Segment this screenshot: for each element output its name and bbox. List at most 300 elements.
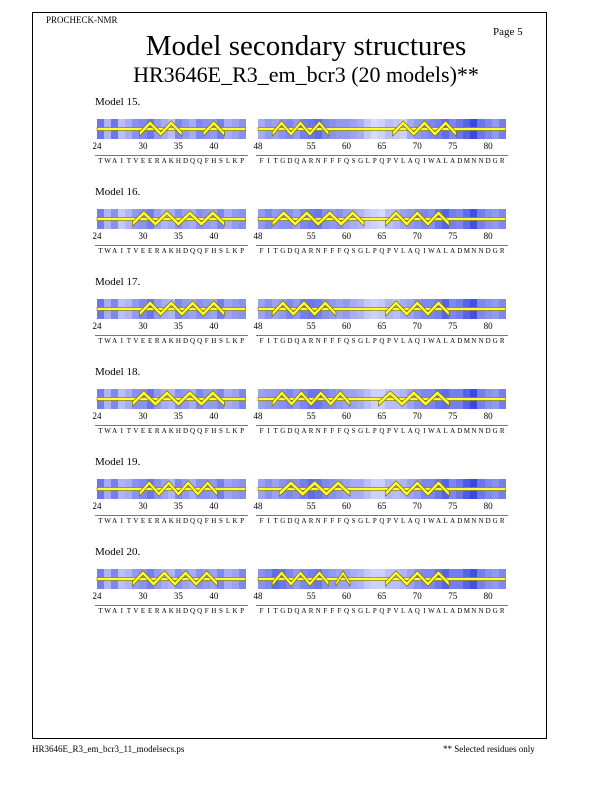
sequence-residue: D: [485, 607, 491, 615]
sequence-residue: A: [450, 607, 456, 615]
sequence-residue: D: [485, 247, 491, 255]
sequence-residue: W: [428, 427, 435, 435]
residue-tick-label: 55: [306, 321, 316, 331]
sequence-residue: L: [400, 427, 406, 435]
sequence-residue: N: [478, 607, 484, 615]
sequence-residue: T: [273, 247, 278, 255]
sequence-residue: T: [98, 337, 103, 345]
sequence-residue: F: [259, 427, 264, 435]
sequence-residue: P: [372, 337, 377, 345]
sequence-residue: G: [358, 427, 364, 435]
sequence-residue: G: [358, 517, 364, 525]
sequence-residue: N: [315, 517, 321, 525]
sequence-residue: A: [407, 427, 413, 435]
sequence-residue: F: [330, 247, 335, 255]
sequence-residue: T: [126, 427, 131, 435]
sequence-residue: D: [485, 337, 491, 345]
sequence-residue: P: [372, 427, 377, 435]
sequence-residue: H: [175, 247, 181, 255]
sequence-residue: F: [337, 517, 342, 525]
sequence-residue: F: [259, 337, 264, 345]
sequence-residue: L: [400, 517, 406, 525]
sequence-residue: T: [126, 337, 131, 345]
residue-tick-label: 24: [92, 501, 102, 511]
sequence-residue: P: [240, 157, 245, 165]
sequence-residue: D: [287, 157, 293, 165]
sequence-residue: G: [492, 247, 498, 255]
sequence-residue: L: [365, 157, 370, 165]
sequence-residue: I: [423, 337, 426, 345]
sequence-residue: I: [120, 337, 123, 345]
secondary-structure-track: [0, 564, 612, 594]
sequence-residue: D: [287, 427, 293, 435]
residue-tick-label: 65: [377, 141, 387, 151]
sequence-rule: [256, 425, 508, 426]
residue-tick-label: 35: [173, 231, 183, 241]
residue-tick-label: 80: [483, 501, 493, 511]
sequence-residue: W: [428, 337, 435, 345]
sequence-residue: Q: [379, 427, 385, 435]
sequence-residue: F: [323, 247, 328, 255]
sequence-residue: F: [204, 517, 209, 525]
sequence-residue: A: [112, 247, 118, 255]
sequence-residue: M: [463, 157, 470, 165]
sequence-residue: D: [457, 157, 463, 165]
sequence-residue: S: [218, 607, 223, 615]
sequence-residue: Q: [379, 337, 385, 345]
sequence-residue: Q: [190, 607, 196, 615]
sequence-residue: R: [499, 427, 505, 435]
sequence-residue: Q: [294, 517, 300, 525]
program-name: PROCHECK-NMR: [46, 15, 118, 25]
sequence-residue: R: [499, 607, 505, 615]
sequence-residue: G: [280, 337, 286, 345]
sequence-residue: A: [450, 157, 456, 165]
sequence-residue: T: [273, 607, 278, 615]
sequence-residue: I: [120, 157, 123, 165]
residue-tick-label: 55: [306, 591, 316, 601]
sequence-residue: N: [471, 247, 477, 255]
sequence-residue: A: [161, 607, 167, 615]
residue-tick-label: 35: [173, 411, 183, 421]
residue-tick-label: 48: [253, 501, 263, 511]
coil-line: [97, 308, 246, 311]
sequence-residue: T: [273, 157, 278, 165]
residue-tick-label: 30: [138, 231, 148, 241]
sequence-residue: L: [365, 427, 370, 435]
sequence-residue: F: [323, 607, 328, 615]
sequence-residue: F: [204, 607, 209, 615]
sequence-residue: N: [471, 607, 477, 615]
sequence-residue: H: [211, 337, 217, 345]
sequence-residue: V: [393, 247, 399, 255]
sequence-residue: D: [182, 247, 189, 255]
residue-tick-label: 35: [173, 501, 183, 511]
sequence-residue: R: [154, 607, 160, 615]
sequence-residue: W: [104, 427, 111, 435]
sequence-residue: S: [218, 337, 223, 345]
sequence-residue: Q: [379, 157, 385, 165]
residue-tick-label: 75: [448, 411, 458, 421]
residue-tick-label: 55: [306, 231, 316, 241]
sequence-residue: L: [365, 517, 370, 525]
sequence-residue: T: [126, 607, 131, 615]
sequence-residue: K: [168, 247, 174, 255]
sequence-residue: P: [387, 337, 391, 345]
sequence-residue: Q: [414, 607, 420, 615]
coil-line: [97, 128, 246, 131]
sequence-residue: A: [112, 607, 118, 615]
sequence-residue: A: [161, 157, 167, 165]
sequence-residue: Q: [190, 247, 196, 255]
sequence-residue: G: [492, 427, 498, 435]
sequence-residue: H: [211, 157, 217, 165]
footer-footnote: ** Selected residues only: [443, 744, 535, 754]
residue-tick-label: 70: [412, 501, 422, 511]
residue-tick-label: 35: [173, 141, 183, 151]
sequence-residue: A: [161, 337, 167, 345]
sequence-residue: F: [323, 337, 328, 345]
sequence-residue: D: [485, 157, 491, 165]
sequence-residue: N: [471, 337, 477, 345]
sequence-residue: W: [428, 607, 435, 615]
sequence-residue: Q: [414, 157, 420, 165]
sequence-residue: Q: [190, 517, 196, 525]
sequence-residue: K: [232, 607, 238, 615]
sequence-residue: A: [112, 157, 118, 165]
sequence-residue: A: [301, 337, 307, 345]
sequence-residue: M: [463, 607, 470, 615]
sequence-residue: T: [98, 157, 103, 165]
sequence-residue: L: [365, 607, 370, 615]
sequence-residue: D: [182, 337, 189, 345]
sequence-residue: D: [485, 517, 491, 525]
sequence-residue: E: [147, 427, 153, 435]
sequence-residue: K: [168, 157, 174, 165]
sequence-residue: P: [372, 157, 377, 165]
sequence-rule: [95, 425, 248, 426]
sequence-residue: M: [463, 427, 470, 435]
sequence-residue: E: [147, 247, 153, 255]
sequence-residue: D: [457, 517, 463, 525]
sequence-residue: G: [358, 337, 364, 345]
sequence-residue: L: [225, 337, 231, 345]
sequence-residue: V: [133, 517, 139, 525]
sequence-residue: G: [492, 517, 498, 525]
sequence-residue: Q: [343, 157, 350, 165]
sequence-residue: G: [280, 607, 286, 615]
residue-tick-label: 60: [342, 141, 351, 151]
sequence-residue: R: [154, 517, 160, 525]
sequence-residue: I: [267, 337, 270, 345]
sequence-residue: R: [499, 157, 505, 165]
residue-tick-label: 48: [253, 411, 263, 421]
sequence-residue: H: [175, 607, 181, 615]
sequence-residue: F: [323, 517, 328, 525]
residue-tick-label: 75: [448, 141, 458, 151]
sequence-residue: A: [301, 427, 307, 435]
sequence-residue: L: [365, 337, 370, 345]
sequence-residue: T: [98, 247, 103, 255]
sequence-residue: V: [133, 337, 139, 345]
sequence-residue: K: [232, 247, 238, 255]
sequence-residue: K: [168, 607, 174, 615]
sequence-residue: H: [211, 517, 217, 525]
sequence-residue: Q: [197, 157, 203, 165]
sequence-residue: Q: [190, 427, 196, 435]
residue-tick-label: 65: [377, 411, 387, 421]
sequence-residue: F: [259, 517, 264, 525]
residue-tick-label: 65: [377, 231, 387, 241]
residue-tick-label: 40: [209, 501, 219, 511]
sequence-rule: [256, 335, 508, 336]
sequence-residue: F: [330, 427, 335, 435]
residue-tick-label: 48: [253, 231, 263, 241]
sequence-residue: L: [443, 517, 448, 525]
sequence-residue: Q: [294, 607, 300, 615]
sequence-residue: W: [428, 517, 435, 525]
sequence-residue: L: [443, 427, 448, 435]
sequence-residue: P: [240, 247, 245, 255]
residue-tick-label: 40: [209, 231, 219, 241]
sequence-residue: R: [499, 247, 505, 255]
sequence-residue: L: [400, 607, 406, 615]
sequence-residue: A: [436, 607, 442, 615]
sequence-residue: S: [218, 157, 223, 165]
sequence-residue: A: [407, 157, 413, 165]
sequence-residue: L: [400, 157, 406, 165]
residue-tick-label: 30: [138, 141, 148, 151]
sequence-residue: H: [175, 337, 181, 345]
sequence-residue: A: [450, 247, 456, 255]
model-title: Model 17.: [95, 276, 141, 288]
sequence-residue: F: [330, 157, 335, 165]
sequence-residue: R: [499, 337, 505, 345]
residue-tick-label: 60: [342, 411, 351, 421]
sequence-residue: H: [175, 517, 181, 525]
sequence-residue: D: [457, 247, 463, 255]
sequence-residue: H: [175, 157, 181, 165]
sequence-residue: A: [450, 517, 456, 525]
sequence-residue: A: [112, 427, 118, 435]
sequence-residue: T: [126, 247, 131, 255]
model-title: Model 15.: [95, 96, 141, 108]
sequence-residue: Q: [197, 517, 203, 525]
sequence-residue: Q: [294, 337, 300, 345]
sequence-residue: S: [351, 427, 356, 435]
sequence-residue: K: [232, 517, 238, 525]
sequence-residue: A: [407, 337, 413, 345]
sequence-residue: P: [372, 247, 377, 255]
coil-line: [258, 218, 506, 221]
sequence-residue: L: [225, 427, 231, 435]
sequence-residue: F: [259, 157, 264, 165]
residue-tick-label: 40: [209, 591, 219, 601]
sequence-residue: E: [140, 247, 146, 255]
sequence-residue: N: [471, 427, 477, 435]
residue-tick-label: 24: [92, 141, 102, 151]
sequence-residue: T: [98, 427, 103, 435]
residue-tick-label: 60: [342, 591, 351, 601]
sequence-residue: L: [400, 247, 406, 255]
sequence-residue: E: [147, 517, 153, 525]
model-title: Model 19.: [95, 456, 141, 468]
model-title: Model 18.: [95, 366, 141, 378]
secondary-structure-track: [0, 294, 612, 324]
sequence-residue: W: [428, 157, 435, 165]
sequence-residue: Q: [343, 247, 350, 255]
sequence-residue: P: [387, 607, 391, 615]
sequence-residue: N: [478, 427, 484, 435]
sequence-residue: N: [478, 517, 484, 525]
residue-tick-label: 24: [92, 591, 102, 601]
sequence-residue: F: [337, 247, 342, 255]
sequence-residue: I: [120, 517, 123, 525]
sequence-residue: G: [492, 157, 498, 165]
sequence-residue: F: [337, 157, 342, 165]
sequence-residue: H: [211, 427, 217, 435]
sequence-residue: K: [168, 517, 174, 525]
sequence-residue: S: [351, 517, 356, 525]
sequence-residue: T: [273, 427, 278, 435]
sequence-residue: G: [492, 337, 498, 345]
sequence-residue: M: [463, 337, 470, 345]
sequence-residue: R: [308, 607, 314, 615]
sequence-residue: Q: [343, 337, 350, 345]
residue-tick-label: 48: [253, 321, 263, 331]
sequence-residue: Q: [343, 607, 350, 615]
sequence-residue: Q: [414, 337, 420, 345]
sequence-residue: N: [315, 247, 321, 255]
sequence-residue: E: [140, 607, 146, 615]
sequence-residue: F: [259, 247, 264, 255]
sequence-residue: I: [267, 157, 270, 165]
sequence-residue: Q: [197, 247, 203, 255]
sequence-residue: A: [301, 517, 307, 525]
sequence-residue: Q: [190, 157, 196, 165]
sequence-residue: G: [358, 607, 364, 615]
sequence-residue: T: [126, 157, 131, 165]
residue-tick-label: 40: [209, 321, 219, 331]
sequence-residue: A: [161, 427, 167, 435]
secondary-structure-track: [0, 204, 612, 234]
sequence-residue: P: [387, 247, 391, 255]
sequence-residue: F: [330, 337, 335, 345]
sequence-residue: G: [492, 607, 498, 615]
residue-tick-label: 48: [253, 591, 263, 601]
sequence-residue: V: [393, 517, 399, 525]
sequence-residue: D: [182, 157, 189, 165]
sequence-residue: Q: [414, 247, 420, 255]
sequence-residue: V: [133, 607, 139, 615]
sequence-residue: V: [393, 607, 399, 615]
sequence-residue: D: [287, 517, 293, 525]
sequence-residue: S: [351, 337, 356, 345]
sequence-residue: V: [393, 157, 399, 165]
sequence-residue: E: [140, 157, 146, 165]
sequence-residue: H: [211, 607, 217, 615]
sequence-residue: I: [423, 247, 426, 255]
sequence-residue: A: [436, 157, 442, 165]
secondary-structure-track: [0, 474, 612, 504]
sequence-residue: W: [104, 157, 111, 165]
sequence-residue: G: [280, 157, 286, 165]
sequence-residue: G: [358, 157, 364, 165]
sequence-residue: A: [161, 247, 167, 255]
residue-tick-label: 30: [138, 591, 148, 601]
sequence-residue: H: [211, 247, 217, 255]
sequence-residue: T: [98, 607, 103, 615]
sequence-residue: W: [428, 247, 435, 255]
residue-tick-label: 80: [483, 591, 493, 601]
sequence-residue: F: [330, 517, 335, 525]
sequence-residue: L: [225, 157, 231, 165]
residue-tick-label: 80: [483, 141, 493, 151]
residue-tick-label: 70: [412, 321, 422, 331]
sequence-residue: G: [358, 247, 364, 255]
sequence-residue: Q: [197, 337, 203, 345]
sequence-rule: [95, 335, 248, 336]
sequence-residue: S: [218, 517, 223, 525]
sequence-residue: I: [423, 427, 426, 435]
model-title: Model 16.: [95, 186, 141, 198]
sequence-residue: Q: [294, 427, 300, 435]
residue-tick-label: 40: [209, 411, 219, 421]
residue-tick-label: 24: [92, 411, 102, 421]
sequence-residue: Q: [379, 607, 385, 615]
sequence-residue: E: [147, 337, 153, 345]
sequence-residue: Q: [197, 427, 203, 435]
sequence-residue: F: [323, 427, 328, 435]
secondary-structure-track: [0, 114, 612, 144]
sequence-residue: I: [267, 247, 270, 255]
sequence-residue: D: [287, 607, 293, 615]
residue-tick-label: 75: [448, 501, 458, 511]
sequence-rule: [95, 515, 248, 516]
sequence-residue: D: [457, 337, 463, 345]
residue-tick-label: 60: [342, 231, 351, 241]
sequence-residue: S: [351, 157, 356, 165]
residue-tick-label: 75: [448, 591, 458, 601]
sequence-residue: V: [133, 157, 139, 165]
sequence-residue: N: [315, 607, 321, 615]
sequence-rule: [256, 155, 508, 156]
model-title: Model 20.: [95, 546, 141, 558]
sequence-residue: A: [301, 607, 307, 615]
residue-tick-label: 30: [138, 411, 148, 421]
sequence-residue: F: [204, 247, 209, 255]
sequence-residue: L: [365, 247, 370, 255]
sequence-rule: [95, 605, 248, 606]
sequence-residue: P: [387, 427, 391, 435]
sequence-residue: E: [140, 427, 146, 435]
residue-tick-label: 70: [412, 591, 422, 601]
sequence-residue: F: [330, 607, 335, 615]
sequence-residue: R: [308, 427, 314, 435]
residue-tick-label: 80: [483, 411, 493, 421]
sequence-residue: Q: [343, 427, 350, 435]
sequence-residue: N: [478, 337, 484, 345]
residue-tick-label: 30: [138, 501, 148, 511]
sequence-residue: P: [372, 607, 377, 615]
sequence-residue: F: [259, 607, 264, 615]
footer-filename: HR3646E_R3_em_bcr3_11_modelsecs.ps: [32, 744, 185, 754]
sequence-residue: K: [232, 337, 238, 345]
sequence-residue: V: [133, 247, 139, 255]
sequence-residue: Q: [197, 607, 203, 615]
sequence-residue: W: [104, 337, 111, 345]
sequence-residue: R: [154, 427, 160, 435]
